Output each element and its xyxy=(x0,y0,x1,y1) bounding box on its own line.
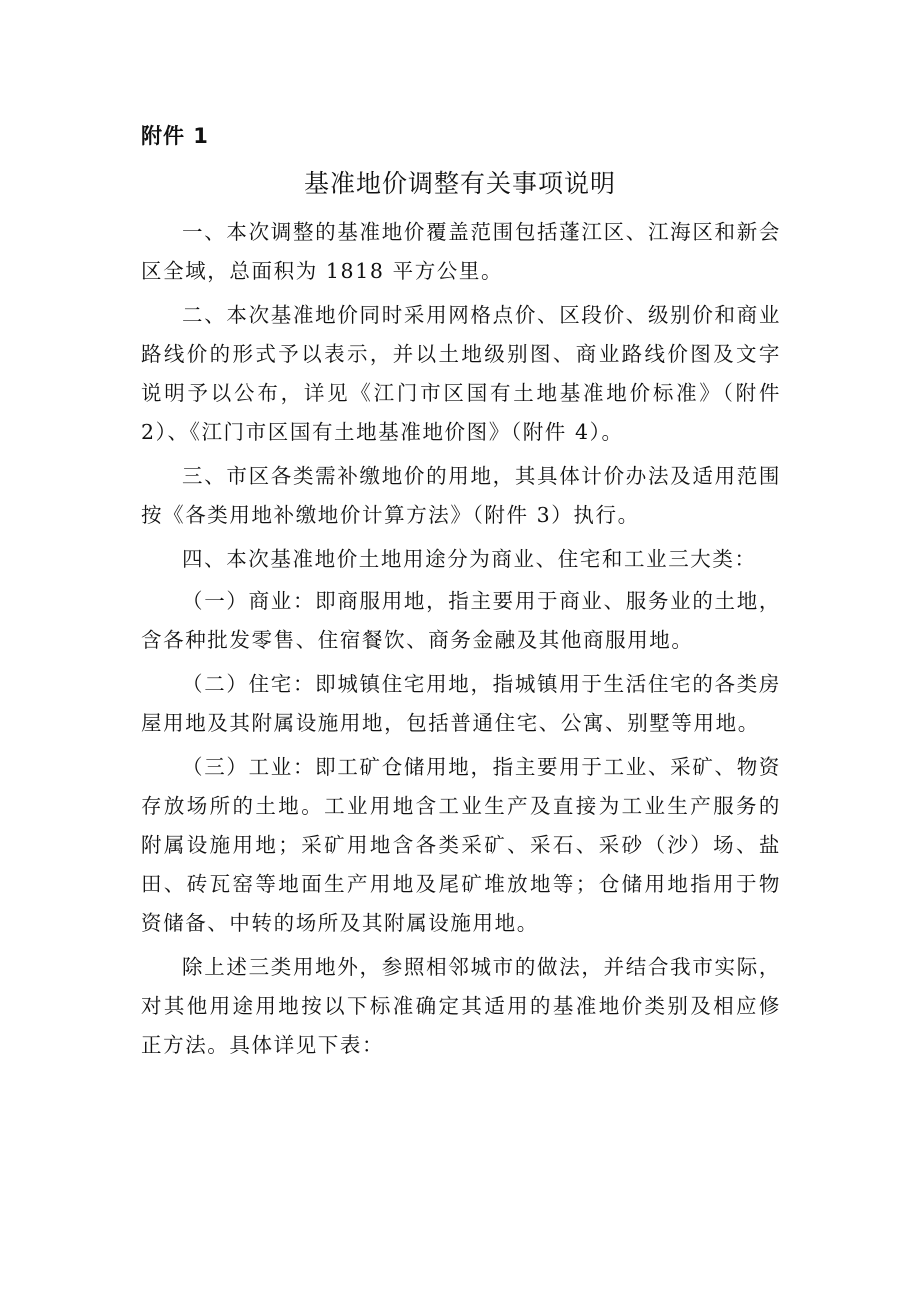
paragraph-price-forms: 二、本次基准地价同时采用网格点价、区段价、级别价和商业路线价的形式予以表示，并以土地级别图、商业路线价图及文字说明予以公布，详见《江门市区国有土地基准地价标准》（附件 2）、《江门市区国有土地基准地价图》（附件 4）。 xyxy=(141,303,781,444)
paragraph-supplementary-payment: 三、市区各类需补缴地价的用地，其具体计价办法及适用范围按《各类用地补缴地价计算方法》（附件 3）执行。 xyxy=(141,464,781,527)
paragraph-land-use-categories: 四、本次基准地价土地用途分为商业、住宅和工业三大类： xyxy=(182,547,757,571)
attachment-label: 附件 1 xyxy=(141,124,209,148)
paragraph-coverage: 一、本次调整的基准地价覆盖范围包括蓬江区、江海区和新会区全域，总面积为 1818 平方公里。 xyxy=(141,220,781,283)
paragraph-commercial: （一）商业：即商服用地，指主要用于商业、服务业的土地，含各种批发零售、住宿餐饮、商务金融及其他商服用地。 xyxy=(141,589,781,652)
paragraph-industrial: （三）工业：即工矿仓储用地，指主要用于工业、采矿、物资存放场所的土地。工业用地含工业生产及直接为工业生产服务的附属设施用地；采矿用地含各类采矿、采石、采砂（沙）场、盐田、砖瓦窑等地面生产用地及尾矿堆放地等；仓储用地指用于物资储备、中转的场所及其附属设施用地。 xyxy=(141,755,781,935)
paragraph-residential: （二）住宅：即城镇住宅用地，指城镇用于生活住宅的各类房屋用地及其附属设施用地，包括普通住宅、公寓、别墅等用地。 xyxy=(141,672,781,735)
paragraph-other-uses: 除上述三类用地外，参照相邻城市的做法，并结合我市实际，对其他用途用地按以下标准确定其适用的基准地价类别及相应修正方法。具体详见下表： xyxy=(141,955,781,1057)
document-body xyxy=(141,213,781,1065)
document-title: 基准地价调整有关事项说明 xyxy=(303,169,616,198)
